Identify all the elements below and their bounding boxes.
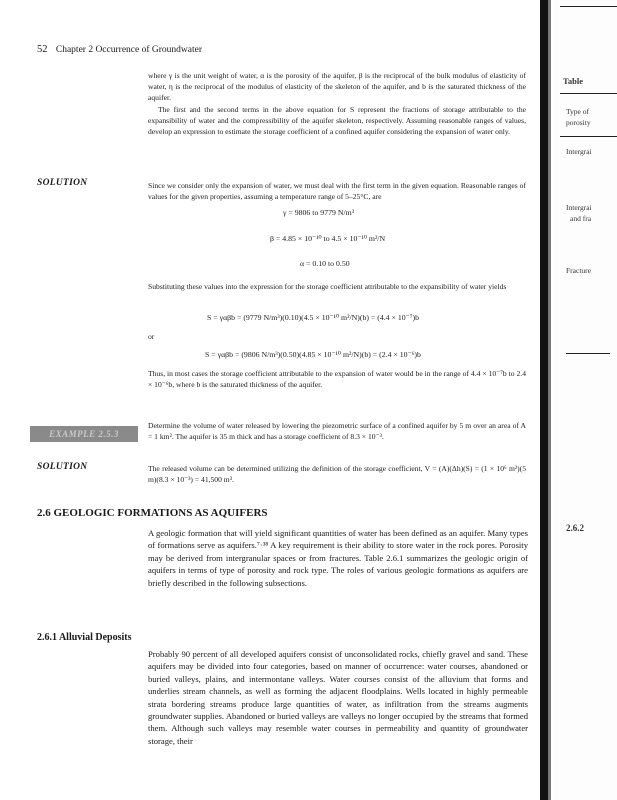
equation-gamma: γ = 9806 to 9779 N/m³ — [283, 208, 355, 217]
equation-s2: S = γαβb = (9806 N/m³)(0.50)(4.85 × 10⁻¹⁰ m²/N)(b) = (2.4 × 10⁻⁶)b — [205, 350, 421, 359]
solution1-paragraph-1: Since we consider only the expansion of water, we must deal with the first term in the given equation. Reasonable ranges of values for the given properties, assuming a temperature range of 5–25°C, are — [148, 181, 526, 202]
equation-beta: β = 4.85 × 10⁻¹⁰ to 4.5 × 10⁻¹⁰ m²/N — [270, 234, 386, 243]
example-text: Determine the volume of water released by lowering the piezometric surface of a confined aquifer by 5 m over an area of A = 1 km². The aquifer is 35 m thick and has a storage coefficient of 8.3 × 10⁻³. — [148, 421, 526, 442]
binding-edge — [548, 0, 551, 800]
next-page-and-fra: and fra — [570, 214, 592, 223]
solution-label-1: SOLUTION — [37, 178, 88, 188]
next-page-rule-top — [560, 6, 617, 7]
next-page-rule-1 — [560, 93, 617, 94]
binding-shadow — [540, 0, 548, 800]
solution1-paragraph-2: Substituting these values into the expression for the storage coefficient attributable to the expansibility of water yields — [148, 282, 507, 291]
page-header — [37, 44, 202, 55]
next-page-porosity: porosity — [566, 118, 591, 127]
solution-label-2: SOLUTION — [37, 462, 88, 472]
equation-alpha: α = 0.10 to 0.50 — [300, 259, 350, 268]
next-page-rule-2 — [560, 136, 617, 137]
next-page-intergran-1: Intergrai — [566, 147, 592, 156]
page-number: 52 — [37, 44, 48, 55]
or-word: or — [148, 332, 155, 341]
next-page-section-number: 2.6.2 — [566, 523, 584, 533]
solution1-paragraph-3: Thus, in most cases the storage coefficient attributable to the expansion of water would be in the range of 4.4 × 10⁻⁷b to 2.4 × 10⁻⁶b, where b is the saturated thickness of the aquifer. — [148, 369, 526, 390]
subsection-heading: 2.6.1 Alluvial Deposits — [37, 632, 132, 643]
next-page-table-label: Table — [563, 76, 584, 86]
example-label-box: EXAMPLE 2.5.3 — [30, 426, 138, 442]
next-page-intergran-2: Intergrai — [566, 203, 592, 212]
next-page-type-of: Type of — [566, 107, 590, 116]
subsection-paragraph-1: Probably 90 percent of all developed aquifers consist of unconsolidated rocks, chiefly gravel and sand. These aquifers may be divided into four categories, based on manner of occurrence: water courses, abandoned or buried valleys, plains, and intermontane valleys. Water courses consist of the alluvium that forms and underlies stream channels, as well as forming the adjacent floodplains. Wells located in highly permeable strata bordering streams produce large quantities of water, as infiltration from the streams augments groundwater supplies. Abandoned or buried valleys are valleys no longer occupied by the streams that formed them. Although such valleys may resemble water courses in permeability and quantity of groundwater storage, their — [148, 649, 528, 746]
equation-s1: S = γαβb = (9779 N/m³)(0.10)(4.5 × 10⁻¹⁰ m²/N)(b) = (4.4 × 10⁻⁷)b — [207, 313, 420, 322]
next-page-fracture: Fracture — [566, 266, 591, 275]
chapter-title: Chapter 2 Occurrence of Groundwater — [55, 45, 203, 55]
section-paragraph-1: A geologic formation that will yield significant quantities of water has been defined as an aquifer. Many types of formations serve as aquifers.⁷·³⁸ A key requirement is their ability to store water in the rock pores. Porosity may be derived from intergranular spaces or from fractures. Table 2.6.1 summarizes the geologic origin of aquifers in terms of type of porosity and rock type. The roles of various geologic formations as aquifers are briefly described in the following subsections. — [148, 528, 528, 588]
solution2-text: The released volume can be determined utilizing the definition of the storage coefficient, V = (A)(Δh)(S) = (1 × 10⁶ m²)(5 m)(8.3 × 10⁻³) = 41,500 m³. — [148, 464, 526, 485]
intro-paragraph-1: where γ is the unit weight of water, α is the porosity of the aquifer, β is the reciprocal of the bulk modulus of elasticity of water, η is the reciprocal of the modulus of elasticity of the skeleton of the aquifer, and b is the saturated thickness of the aquifer. — [148, 71, 526, 103]
next-page-rule-3 — [566, 353, 610, 354]
section-heading: 2.6 GEOLOGIC FORMATIONS AS AQUIFERS — [37, 507, 268, 519]
intro-paragraph-2: The first and the second terms in the above equation for S represent the fractions of storage attributable to the expansibility of water and the compressibility of the aquifer skeleton, respectively. Assuming reasonable ranges of values, develop an expression to estimate the storage coefficient of a confined aquifer considering the expansion of water only. — [148, 105, 526, 137]
